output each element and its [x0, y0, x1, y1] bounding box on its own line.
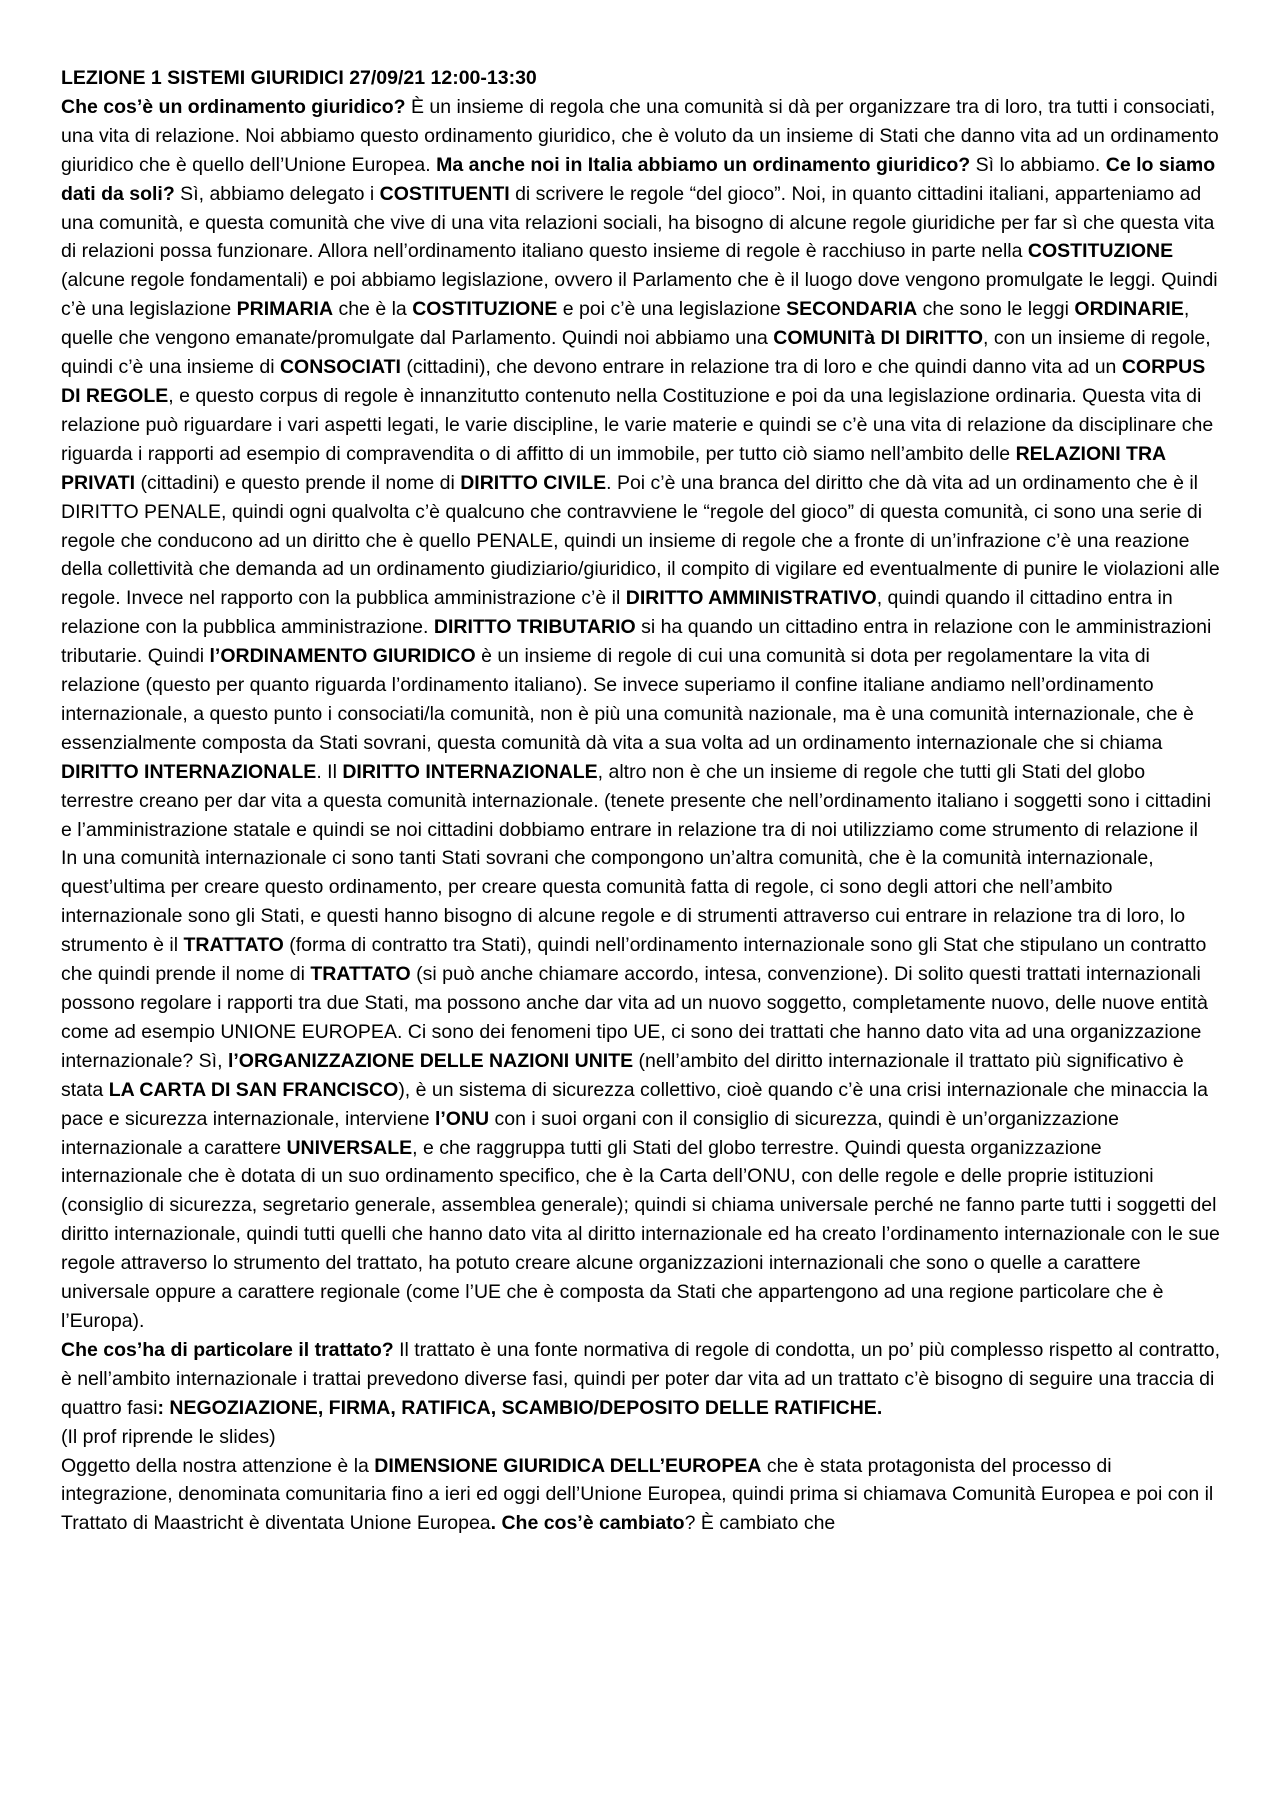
bold-run: TRATTATO — [183, 934, 284, 957]
text-run: È un insieme di regola che una comunità si dà per organizzare tra di loro, tra tutti i consociati, una vita di relazione. Noi abbiamo questo ordinamento giuridico, che è voluto da un insieme di Stati che danno vita ad un ordinamento giuridico che è quello dell’Unione Europea. — [61, 95, 1219, 176]
paragraph-trattato — [61, 1336, 1221, 1423]
bold-run: CONSOCIATI — [279, 356, 401, 379]
text-run: , altro non è che un insieme di regole che tutti gli Stati del globo terrestre creano per dar vita a questa comunità internazionale. (tenete presente che nell’ordinamento italiano i soggetti sono i cittadini e l’amministrazione statale e quindi se noi cittadini dobbiamo entrare in relazione tra di noi utilizziamo come strumento di relazione il — [61, 760, 1212, 841]
bold-run: l’ORDINAMENTO GIURIDICO — [209, 645, 476, 668]
text-run: ? È cambiato che — [684, 1512, 836, 1535]
bold-run: . Che cos’è cambiato — [490, 1512, 685, 1535]
text-run: si ha quando un cittadino entra in relazione con le amministrazioni tributarie. Quindi — [61, 616, 1212, 668]
text-run: , quelle che vengono emanate/promulgate dal Parlamento. Quindi noi abbiamo una — [61, 298, 1190, 350]
paragraph-dimensione-giuridica — [61, 1452, 1221, 1539]
bold-run: l’ONU — [434, 1107, 490, 1130]
text-run: (forma di contratto tra Stati), quindi nell’ordinamento internazionale sono gli Stat che stipulano un contratto che quindi prende il nome di — [61, 934, 1207, 986]
bold-run: COSTITUZIONE — [412, 298, 558, 321]
bold-run: UNIVERSALE — [286, 1136, 413, 1159]
text-run: (cittadini), che devono entrare in relazione tra di loro e che quindi danno vita ad un — [400, 356, 1122, 379]
paragraph-ordinamento-giuridico — [61, 93, 1221, 845]
text-run: Oggetto della nostra attenzione è la — [61, 1454, 375, 1477]
text-run: e poi c’è una legislazione — [557, 298, 787, 321]
bold-run: Ma anche noi in Italia abbiamo un ordinamento giuridico? — [436, 153, 971, 176]
text-run: (nell’ambito del diritto internazionale il trattato più significativo è stata — [61, 1049, 1184, 1101]
text-run: Il trattato è una fonte normativa di regole di condotta, un po’ più complesso rispetto al contratto, è nell’ambito internazionale i trattai prevedono diverse fasi, quindi per poter dar vita ad un trattato c’è bisogno di seguire una traccia di quattro fasi — [61, 1338, 1220, 1419]
text-run: che è la — [333, 298, 413, 321]
text-run: , quindi quando il cittadino entra in relazione con la pubblica amministrazione. — [61, 587, 1173, 639]
document-body — [61, 64, 1221, 1538]
text-run: , con un insieme di regole, quindi c’è una insieme di — [61, 327, 1211, 379]
bold-run: Che cos’è un ordinamento giuridico? — [61, 95, 406, 118]
bold-run: DIRITTO TRIBUTARIO — [433, 616, 636, 639]
text-run: , e questo corpus di regole è innanzitutto contenuto nella Costituzione e poi da una legislazione ordinaria. Questa vita di relazione può riguardare i vari aspetti legati, le varie discipline, le varie materie e quindi se c’è una vita di relazione da disciplinare che riguarda i rapporti ad esempio di compravendita o di affitto di un immobile, per tutto ciò siamo nell’ambito delle — [61, 384, 1214, 465]
text-run: In una comunità internazionale ci sono tanti Stati sovrani che compongono un’altra comunità, che è la comunità internazionale, quest’ultima per creare questo ordinamento, per creare questa comunità fatta di regole, ci sono degli attori che nell’ambito internazionale sono gli Stati, e questi hanno bisogno di alcune regole e di strumenti attraverso cui entrare in relazione tra di loro, lo strumento è il — [61, 847, 1186, 957]
bold-run: l’ORGANIZZAZIONE DELLE NAZIONI UNITE — [227, 1049, 634, 1072]
bold-run: RELAZIONI TRA PRIVATI — [61, 442, 1166, 494]
bold-run: DIMENSIONE GIURIDICA DELL’EUROPEA — [374, 1454, 762, 1477]
bold-run: DIRITTO AMMINISTRATIVO — [625, 587, 877, 610]
text-run: Sì, abbiamo delegato i — [174, 182, 380, 205]
bold-run: DIRITTO INTERNAZIONALE — [342, 760, 598, 783]
text-run: (cittadini) e questo prende il nome di — [135, 471, 461, 494]
lecture-title — [61, 64, 1221, 93]
bold-run: LA CARTA DI SAN FRANCISCO — [108, 1078, 399, 1101]
bold-run: COSTITUENTI — [379, 182, 510, 205]
text-run: che è stata protagonista del processo di integrazione, denominata comunitaria fino a ieri ed oggi dell’Unione Europea, quindi prima si chiamava Comunità Europea e poi con il Trattato di Maastricht è diventata Unione Europea — [61, 1454, 1214, 1535]
bold-run: Ce lo siamo dati da soli? — [61, 153, 1216, 205]
paragraph-comunita-internazionale — [61, 844, 1221, 1335]
bold-run: TRATTATO — [310, 963, 411, 986]
text-run: (Il prof riprende le slides) — [61, 1425, 276, 1448]
bold-run: DIRITTO INTERNAZIONALE — [61, 760, 317, 783]
text-run: , e che raggruppa tutti gli Stati del globo terrestre. Quindi questa organizzazione internazionale che è dotata di un suo ordinamento specifico, che è la Carta dell’ONU, con delle regole e delle proprie istituzioni (consiglio di sicurezza, segretario generale, assemblea generale); quindi si chiama universale perché ne fanno parte tutti i soggetti del diritto internazionale, quindi tutti quelli che hanno dato vita al diritto internazionale ed ha creato l’ordinamento internazionale con le sue regole attraverso lo strumento del trattato, ha potuto creare alcune organizzazioni internazionali che sono o quelle a carattere universale oppure a carattere regionale (come l’UE che è composta da Stati che appartengono ad una regione particolare che è l’Europa). — [61, 1136, 1220, 1332]
bold-run: PRIMARIA — [236, 298, 334, 321]
text-run: . Il — [316, 760, 343, 783]
text-run: . Poi c’è una branca del diritto che dà vita ad un ordinamento che è il DIRITTO PENALE, quindi ogni qualvolta c’è qualcuno che contravviene le “regole del gioco” di questa comunità, ci sono una serie di regole che conducono ad un diritto che è quello PENALE, quindi un insieme di regole che a fronte di un’infrazione c’è una reazione della collettività che demanda ad un ordinamento giudiziario/giuridico, il compito di vigilare ed eventualmente di punire le violazioni alle regole. Invece nel rapporto con la pubblica amministrazione c’è il — [61, 471, 1220, 610]
paragraph-slides-note — [61, 1423, 1221, 1452]
text-run: ), è un sistema di sicurezza collettivo, cioè quando c’è una crisi internazionale che minaccia la pace e sicurezza internazionale, interviene — [61, 1078, 1208, 1130]
bold-run: CORPUS DI REGOLE — [61, 356, 1206, 407]
text-run: con i suoi organi con il consiglio di sicurezza, quindi è un’organizzazione internazionale a carattere — [61, 1107, 1119, 1159]
bold-run: DIRITTO CIVILE — [460, 471, 607, 494]
bold-run: LEZIONE 1 SISTEMI GIURIDICI 27/09/21 12:00-13:30 — [61, 67, 537, 89]
text-run: di scrivere le regole “del gioco”. Noi, in quanto cittadini italiani, apparteniamo ad una comunità, e questa comunità che vive di una vita relazioni sociali, ha bisogno di alcune regole giuridiche per far sì che questa vita di relazioni possa funzionare. Allora nell’ordinamento italiano questo insieme di regole è racchiuso in parte nella — [61, 182, 1215, 263]
bold-run: Che cos’ha di particolare il trattato? — [61, 1338, 394, 1361]
bold-run: : NEGOZIAZIONE, FIRMA, RATIFICA, SCAMBIO/DEPOSITO DELLE RATIFICHE. — [157, 1396, 883, 1419]
bold-run: SECONDARIA — [786, 298, 918, 321]
bold-run: COMUNITà DI DIRITTO — [773, 327, 984, 350]
text-run: è un insieme di regole di cui una comunità si dota per regolamentare la vita di relazione (questo per quanto riguarda l’ordinamento italiano). Se invece superiamo il confine italiane andiamo nell’ordinamento internazionale, a questo punto i consociati/la comunità, non è più una comunità nazionale, ma è una comunità internazionale, che è essenzialmente composta da Stati sovrani, questa comunità dà vita a sua volta ad un ordinamento internazionale che si chiama — [61, 645, 1194, 754]
bold-run: COSTITUZIONE — [1027, 240, 1174, 263]
text-run: (alcune regole fondamentali) e poi abbiamo legislazione, ovvero il Parlamento che è il luogo dove vengono promulgate le leggi. Quindi c’è una legislazione — [61, 269, 1218, 321]
bold-run: ORDINARIE — [1074, 298, 1184, 321]
text-run: che sono le leggi — [917, 298, 1075, 321]
text-run: Sì lo abbiamo. — [970, 153, 1106, 176]
text-run: (si può anche chiamare accordo, intesa, convenzione). Di solito questi trattati internazionali possono regolare i rapporti tra due Stati, ma possono anche dar vita ad un nuovo soggetto, completamente nuovo, delle nuove entità come ad esempio UNIONE EUROPEA. Ci sono dei fenomeni tipo UE, ci sono dei trattati che hanno dato vita ad una organizzazione internazionale? Sì, — [61, 963, 1208, 1072]
